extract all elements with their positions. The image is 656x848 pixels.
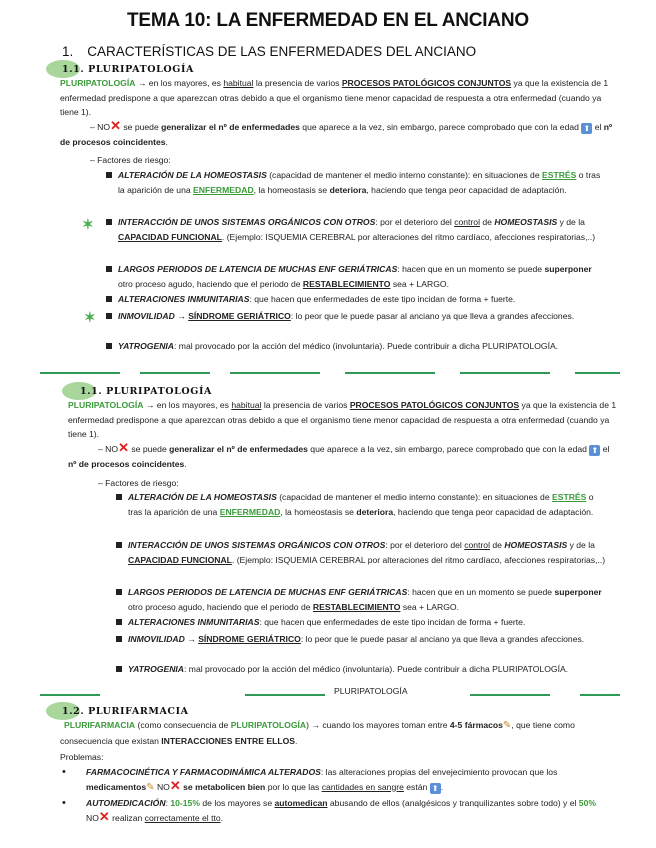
x-mark-icon: ✕ [118,440,129,455]
problems-label: Problemas: [60,752,104,762]
star-mark-icon: ✶ [84,309,96,325]
divider-segment [140,372,210,374]
x-mark-icon: ✕ [169,777,181,793]
divider-segment [470,694,550,696]
divider-segment [460,372,550,374]
section-heading-pluripatologia: 1.1. PLURIPATOLOGÍA [62,64,195,75]
problem-farmacocinetica: • FARMACOCINÉTICA Y FARMACODINÁMICA ALTERADOS: las alteraciones propias del envejecimiento provocan que los medicamentos✎ NO✕ se metabolicen bien por lo que las cantidades en sangre están ⬆ . [60,765,620,795]
risk-factor-yatrogenia: YATROGENIA: mal provocado por la acción del médico (involuntaria). Puede contribuir a dicha PLURIPATOLOGÍA. [106,339,606,354]
arrow-up-icon: ⬆ [589,445,600,456]
star-mark-icon: ✶ [82,216,94,232]
problem-automedicacion: • AUTOMEDICACIÓN: 10-15% de los mayores se automedican abusando de ellos (analgésicos y tranquilizantes sobre todo) y el 50% NO✕ realizan correctamente el tto. [60,796,620,825]
section-heading-pluripatologia-copy: 1.1. PLURIPATOLOGÍA [80,386,213,397]
risk-factor-homeostasis: ALTERACIÓN DE LA HOMEOSTASIS (capacidad de mantener el medio interno constante): en situaciones de ESTRÉS o tras la aparición de una ENFERMEDAD, la homeostasis se deteriora, haciendo que tenga peor capacidad de adaptación. [106,168,606,197]
risk-factor-inmovilidad: INMOVILIDAD → SÍNDROME GERIÁTRICO: lo peor que le puede pasar al anciano ya que lleva a grandes afecciones. [106,309,606,324]
footer-label: PLURIPATOLOGÍA [334,686,408,696]
risk-factor-inmovilidad-copy: INMOVILIDAD → SÍNDROME GERIÁTRICO: lo peor que le puede pasar al anciano ya que lleva a grandes afecciones. [116,632,610,647]
risk-factors-label: – Factores de riesgo: [90,155,171,165]
plurifarmacia-definition: PLURIFARMACIA (como consecuencia de PLURIPATOLOGÍA) → cuando los mayores toman entre 4-5 fármacos✎, que tiene como consecuencia que existan INTERACCIONES ENTRE ELLOS. [60,720,575,746]
risk-factor-latencia: LARGOS PERIODOS DE LATENCIA DE MUCHAS ENF GERIÁTRICAS: hacen que en un momento se puede superponer otro proceso agudo, haciendo que el periodo de RESTABLECIMIENTO sea + LARGO. [106,262,606,291]
x-mark-icon: ✕ [98,808,110,824]
page-title: TEMA 10: LA ENFERMEDAD EN EL ANCIANO [126,10,530,31]
divider-segment [40,694,100,696]
risk-factors-label-copy: – Factores de riesgo: [98,478,179,488]
divider-segment [230,372,320,374]
divider-segment [575,372,620,374]
pluripatologia-definition: PLURIPATOLOGÍA → en los mayores, es habitual la presencia de varios PROCESOS PATOLÓGICOS CONJUNTOS ya que la existencia de 1 enfermedad predispone a que aparezcan otras debido a que el organismo tiene menor capacidad de respuesta a otra enfermedad (cuando ya tiene 1). [60,78,609,117]
risk-factor-interaccion: INTERACCIÓN DE UNOS SISTEMAS ORGÁNICOS CON OTROS: por el deterioro del control de HOMEOSTASIS y de la CAPACIDAD FUNCIONAL. (Ejemplo: ISQUEMIA CEREBRAL por alteraciones del ritmo cardíaco, afecciones respiratorias,..) [106,215,606,244]
chapter-title: CARACTERÍSTICAS DE LAS ENFERMEDADES DEL ANCIANO [87,44,477,59]
risk-factor-inmunitarias: ALTERACIONES INMUNITARIAS: que hacen que enfermedades de este tipo incidan de forma + fuerte. [106,292,606,307]
pencil-icon: ✎ [146,781,155,793]
arrow-up-icon: ⬆ [581,123,592,134]
x-mark-icon: ✕ [110,118,121,133]
chapter-heading [62,44,476,59]
risk-factor-interaccion-copy: INTERACCIÓN DE UNOS SISTEMAS ORGÁNICOS CON OTROS: por el deterioro del control de HOMEOSTASIS y de la CAPACIDAD FUNCIONAL. (Ejemplo: ISQUEMIA CEREBRAL por alteraciones del ritmo cardíaco, afecciones respiratorias,..) [116,538,610,567]
pluripatologia-definition-copy: PLURIPATOLOGÍA → en los mayores, es habitual la presencia de varios PROCESOS PATOLÓGICOS CONJUNTOS ya que la existencia de 1 enfermedad predispone a que aparezcan otras debido a que el organismo tiene menor capacidad de respuesta a otra enfermedad (cuando ya tiene 1). [68,400,617,439]
risk-factor-inmunitarias-copy: ALTERACIONES INMUNITARIAS: que hacen que enfermedades de este tipo incidan de forma + fuerte. [116,615,610,630]
pencil-icon: ✎ [502,720,512,731]
divider-segment [345,372,435,374]
divider-segment [40,372,120,374]
generalize-note-copy: – NO✕ se puede generalizar el nº de enfermedades que aparece a la vez, sin embargo, parece comprobado que con la edad ⬆ el nº de procesos coincidentes. [68,440,610,469]
divider-segment [245,694,325,696]
section-heading-plurifarmacia: 1.2. PLURIFARMACIA [62,706,189,717]
arrow-up-icon: ⬆ [430,783,441,794]
divider-segment [580,694,620,696]
chapter-number: 1. [62,44,74,59]
risk-factor-latencia-copy: LARGOS PERIODOS DE LATENCIA DE MUCHAS ENF GERIÁTRICAS: hacen que en un momento se puede superponer otro proceso agudo, haciendo que el periodo de RESTABLECIMIENTO sea + LARGO. [116,585,610,614]
risk-factor-homeostasis-copy: ALTERACIÓN DE LA HOMEOSTASIS (capacidad de mantener el medio interno constante): en situaciones de ESTRÉS o tras la aparición de una ENFERMEDAD, la homeostasis se deteriora, haciendo que tenga peor capacidad de adaptación. [116,490,610,519]
generalize-note: – NO✕ se puede generalizar el nº de enfermedades que aparece a la vez, sin embargo, parece comprobado que con la edad ⬆ el nº de procesos coincidentes. [60,118,613,147]
risk-factor-yatrogenia-copy: YATROGENIA: mal provocado por la acción del médico (involuntaria). Puede contribuir a dicha PLURIPATOLOGÍA. [116,662,610,677]
